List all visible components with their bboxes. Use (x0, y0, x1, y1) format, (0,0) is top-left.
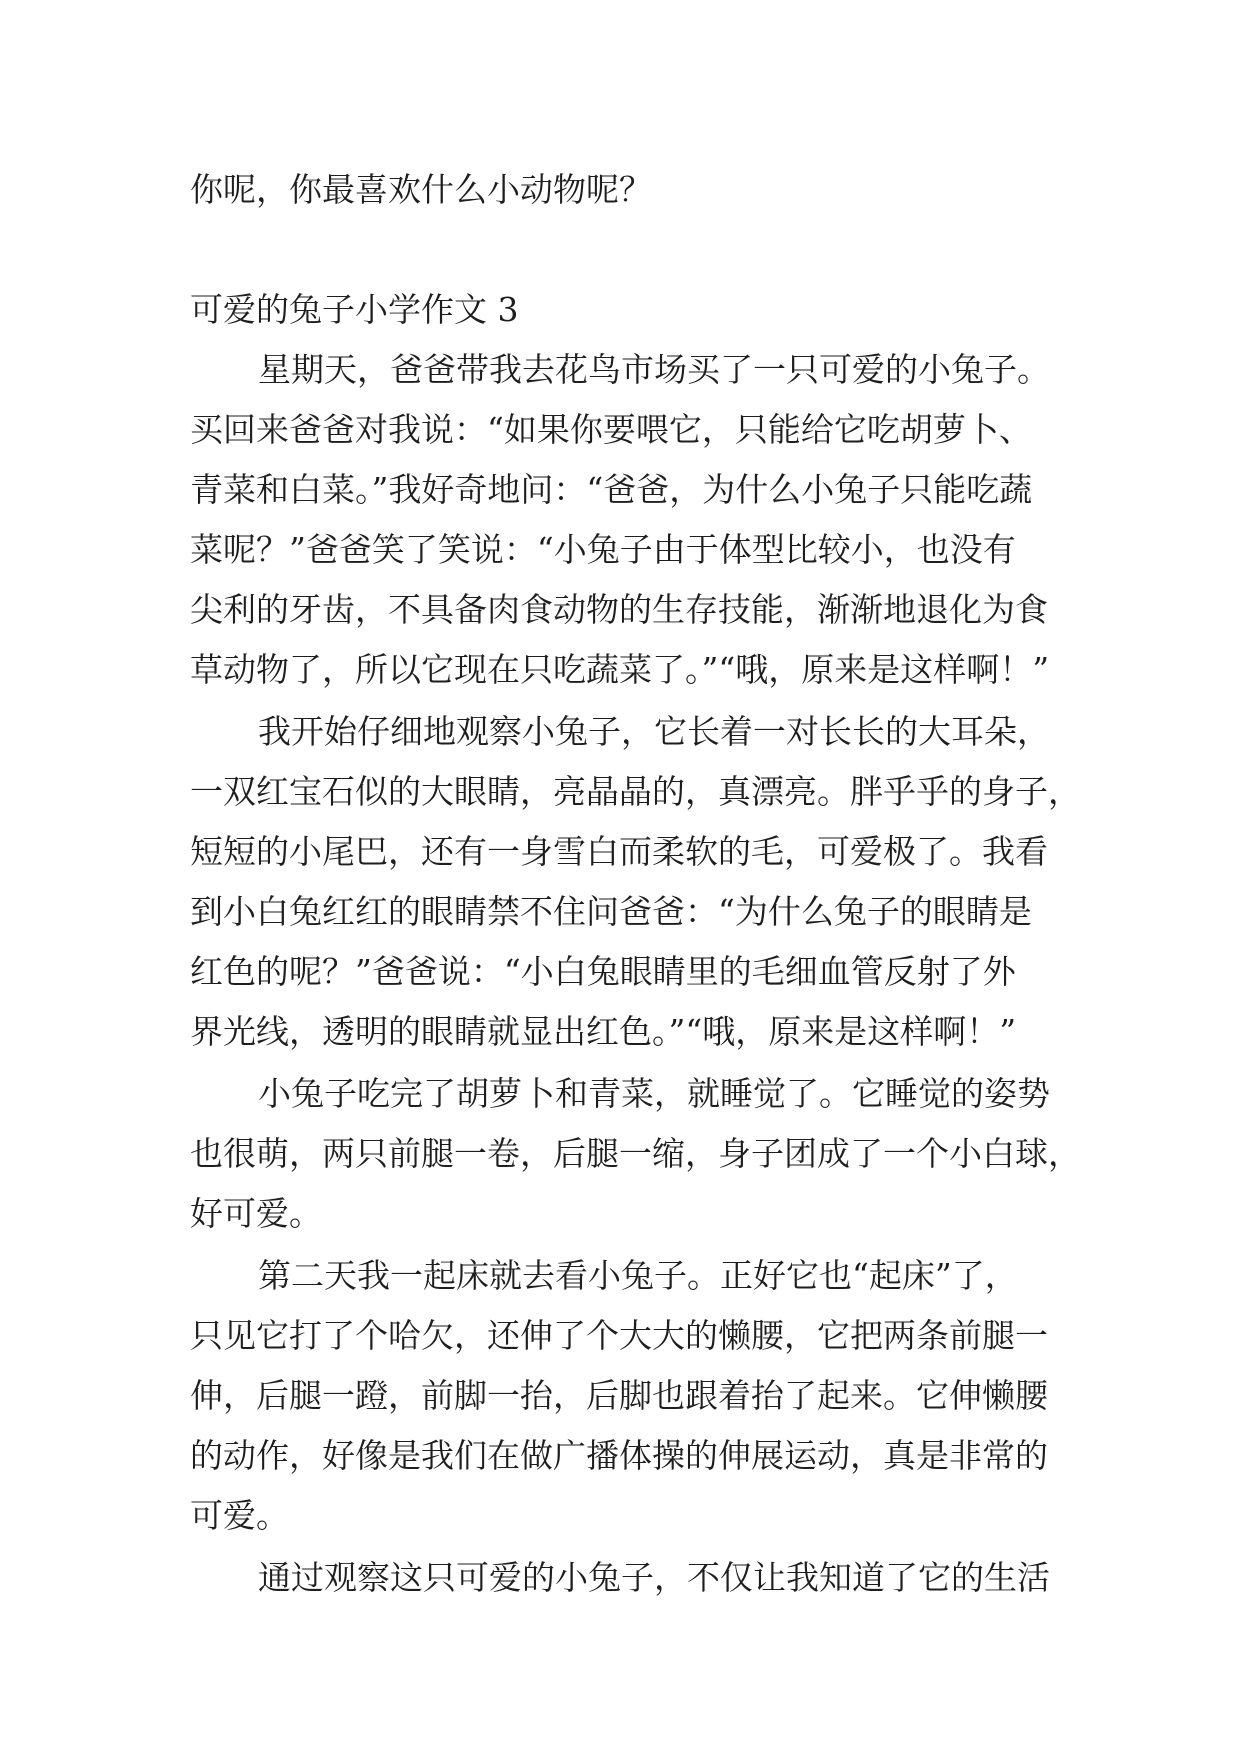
paragraph-1 (190, 340, 1070, 700)
paragraph-line: 短短的小尾巴，还有一身雪白而柔软的毛，可爱极了。我看 (190, 832, 1048, 871)
paragraph-line: 小兔子吃完了胡萝卜和青菜，就睡觉了。它睡觉的姿势 (258, 1074, 1050, 1113)
paragraph-line: 可爱。 (190, 1496, 289, 1535)
paragraph-line: 青菜和白菜。”我好奇地问：“爸爸，为什么小兔子只能吃蔬 (190, 470, 1033, 509)
essay-title: 可爱的兔子小学作文 3 (190, 290, 519, 329)
paragraph-line: 第二天我一起床就去看小兔子。正好它也“起床”了， (258, 1256, 1018, 1295)
paragraph-line: 界光线，透明的眼睛就显出红色。”“哦，原来是这样啊！” (190, 1012, 1017, 1051)
paragraph-line: 买回来爸爸对我说：“如果你要喂它，只能给它吃胡萝卜、 (190, 410, 1032, 449)
paragraph-line: 我开始仔细地观察小兔子，它长着一对长长的大耳朵， (258, 712, 1050, 751)
paragraph-line: 尖利的牙齿，不具备肉食动物的生存技能，渐渐地退化为食 (190, 590, 1048, 629)
paragraph-line: 好可爱。 (190, 1194, 322, 1233)
paragraph-line: 菜呢？”爸爸笑了笑说：“小兔子由于体型比较小，也没有 (190, 530, 1016, 569)
paragraph-5 (190, 1548, 1070, 1608)
section-spacer (190, 220, 1070, 280)
paragraph-2 (190, 702, 1081, 1062)
paragraph-3 (190, 1064, 1081, 1244)
document-body (190, 160, 1081, 1608)
paragraph-line: 的动作，好像是我们在做广播体操的伸展运动，真是非常的 (190, 1436, 1048, 1475)
paragraph-line: 草动物了，所以它现在只吃蔬菜了。”“哦，原来是这样啊！” (190, 650, 1050, 689)
paragraph-line: 也很萌，两只前腿一卷，后腿一缩，身子团成了一个小白球， (190, 1134, 1081, 1173)
intro-question: 你呢，你最喜欢什么小动物呢？ (190, 170, 652, 209)
paragraph-line: 只见它打了个哈欠，还伸了个大大的懒腰，它把两条前腿一 (190, 1316, 1048, 1355)
paragraph-line: 星期天，爸爸带我去花鸟市场买了一只可爱的小兔子。 (258, 350, 1050, 389)
paragraph-line: 红色的呢？”爸爸说：“小白兔眼睛里的毛细血管反射了外 (190, 952, 1016, 991)
paragraph-line: 到小白兔红红的眼睛禁不住问爸爸：“为什么兔子的眼睛是 (190, 892, 1032, 931)
paragraph-line: 伸，后腿一蹬，前脚一抬，后脚也跟着抬了起来。它伸懒腰 (190, 1376, 1048, 1415)
paragraph-line: 一双红宝石似的大眼睛，亮晶晶的，真漂亮。胖乎乎的身子， (190, 772, 1081, 811)
paragraph-4 (190, 1246, 1070, 1546)
paragraph-line: 通过观察这只可爱的小兔子，不仅让我知道了它的生活 (258, 1558, 1050, 1597)
